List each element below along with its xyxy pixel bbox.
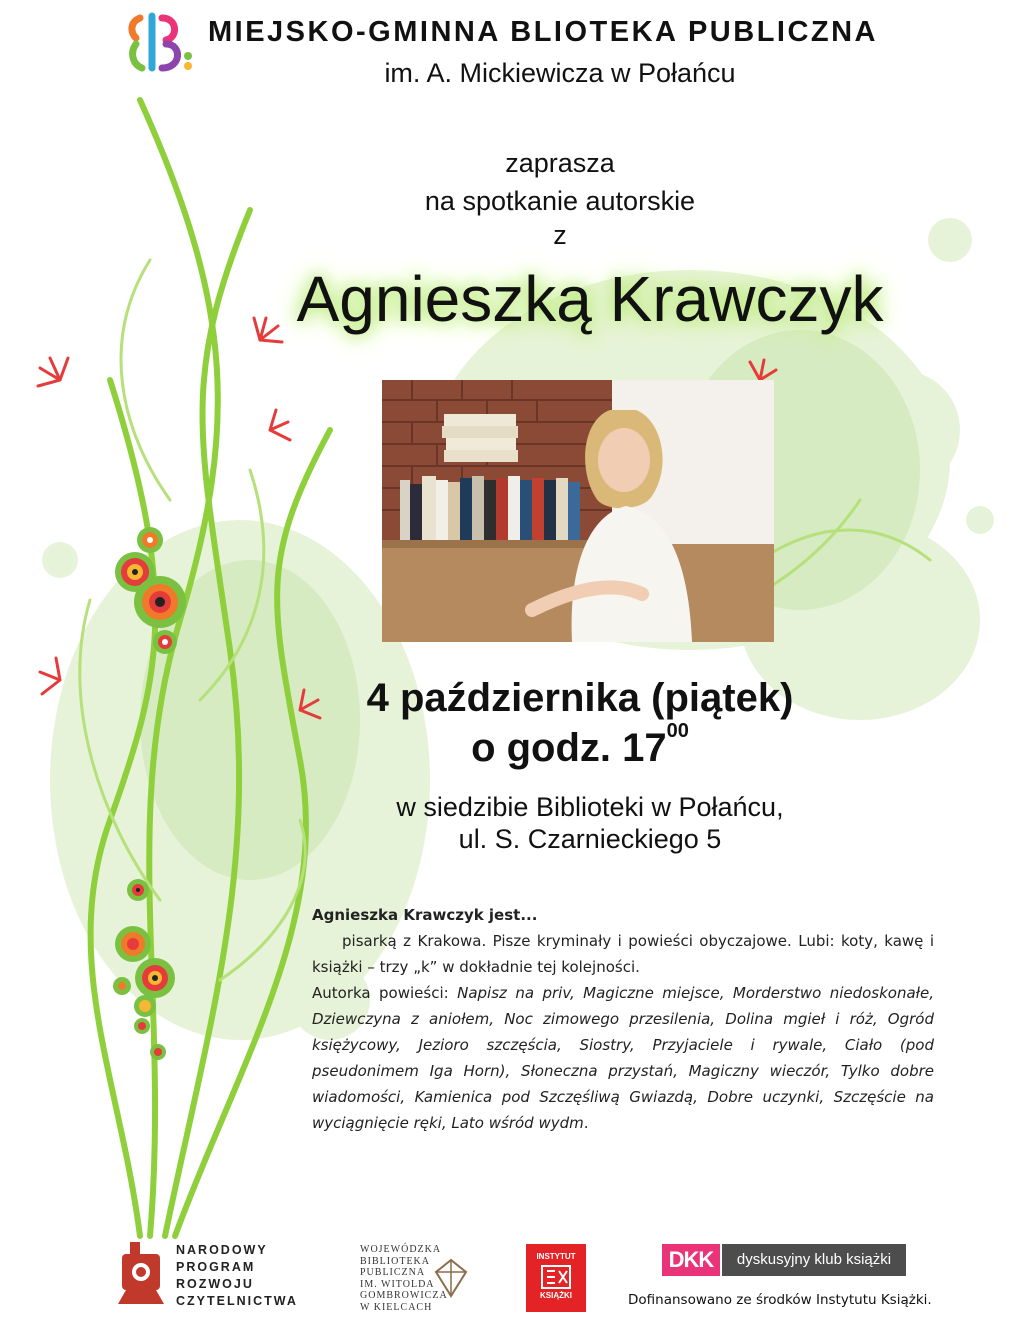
wbp-book-icon (434, 1258, 468, 1298)
ik-line-1: INSTYTUT (536, 1252, 576, 1261)
ik-book-icon (541, 1265, 571, 1289)
event-time-hour: o godz. 17 (471, 726, 667, 770)
instytut-ksiazki-logo (526, 1244, 586, 1312)
nprc-logo-text (176, 1242, 298, 1310)
invite-line-2: na spotkanie autorskie (424, 186, 696, 216)
nprc-line: NARODOWY (176, 1243, 268, 1257)
bio-books-label: Autorka powieści: (312, 984, 449, 1002)
event-date: 4 października (piątek) (366, 676, 794, 720)
bio-books (312, 980, 934, 1136)
wbp-line: IM. WITOLDA (360, 1278, 435, 1290)
wbp-line: WOJEWÓDZKA (360, 1244, 442, 1255)
author-name-title: Agnieszką Krawczyk (296, 263, 884, 335)
library-subtitle: im. A. Mickiewicza w Połańcu (384, 58, 736, 88)
invite-line-3: z (553, 220, 567, 250)
bio-intro: pisarką z Krakowa. Pisze kryminały i powieści obyczajowe. Lubi: koty, kawę i książki – trzy „k” w dokładnie tej kolejności. (312, 932, 934, 976)
library-name: MIEJSKO-GMINNA BLIOTEKA PUBLICZNA (208, 16, 879, 48)
nprc-line: ROZWOJU (176, 1277, 254, 1291)
event-time (280, 720, 880, 771)
dkk-logo (662, 1244, 906, 1276)
author-photo (382, 380, 774, 642)
wbp-line: BIBLIOTEKA (360, 1255, 430, 1267)
dkk-logo-text: dyskusyjny klub książki (722, 1244, 906, 1276)
bio-books-list: Napisz na priv, Magiczne miejsce, Morderstwo niedoskonałe, Dziewczyna z aniołem, Noc zimowego przesilenia, Dolina mgieł i róż, Ogród księżycowy, Jezioro szczęścia, Siostry, Przyjaciele i rywale, Ciało (pod pseudonimem Iga Horn), Słoneczna przystań, Magiczny wieczór, Tylko dobre wiadomości, Kamienica pod Szczęśliwą Gwiazdą, Dobre uczynki, Szczęście na wyciągnięcie ręki, Lato wśród wydm (312, 984, 934, 1132)
event-place-2: ul. S. Czarnieckiego 5 (458, 824, 722, 854)
author-bio (312, 902, 934, 1136)
funding-note: Dofinansowano ze środków Instytutu Książki. (628, 1292, 932, 1308)
dkk-logo-mark: DKK (662, 1244, 720, 1276)
bio-heading: Agnieszka Krawczyk jest... (312, 906, 538, 924)
event-time-minutes: 00 (666, 720, 689, 742)
nprc-line: CZYTELNICTWA (176, 1294, 298, 1308)
nprc-locomotive-icon (116, 1240, 166, 1306)
nprc-line: PROGRAM (176, 1260, 256, 1274)
bio-books-end: . (583, 1114, 589, 1132)
event-place-1: w siedzibie Biblioteki w Połańcu, (396, 792, 784, 822)
invite-line-1: zaprasza (505, 148, 615, 178)
library-logo-icon (128, 12, 198, 72)
ik-line-2: KSIĄŻKI (540, 1291, 572, 1300)
wbp-line: GOMBROWICZA (360, 1290, 448, 1301)
wbp-line: PUBLICZNA (360, 1267, 426, 1278)
wbp-line: W KIELCACH (360, 1301, 433, 1313)
